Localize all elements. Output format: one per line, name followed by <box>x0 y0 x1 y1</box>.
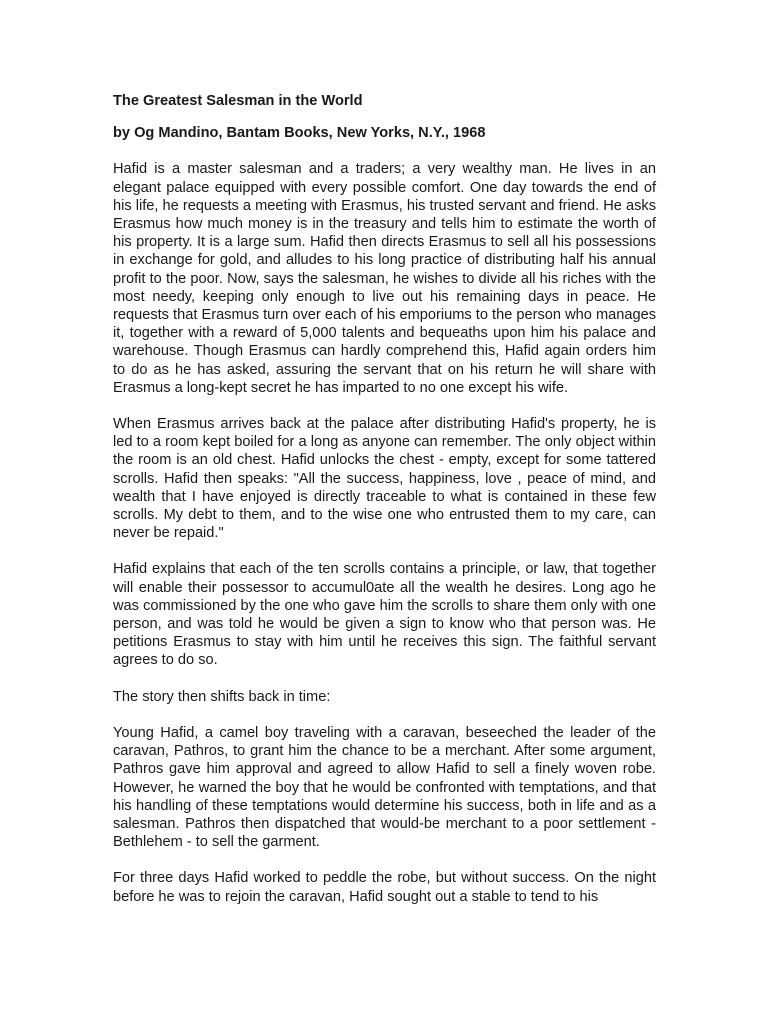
document-title: The Greatest Salesman in the World <box>113 93 363 109</box>
paragraph-6: For three days Hafid worked to peddle the robe, but without success. On the night before he was to rejoin the caravan, Hafid sought out a stable to tend to his <box>113 870 656 905</box>
paragraph-2: When Erasmus arrives back at the palace after distributing Hafid's property, he is led to a room kept boiled for a long as anyone can remember. The only object within the room is an old chest. Hafid unlocks the chest - empty, except for some tattered scrolls. Hafid then speaks: "All the success, happiness, love , peace of mind, and wealth that I have enjoyed is directly traceable to what is contained in these few scrolls. My debt to them, and to the wise one who entrusted them to my care, can never be repaid." <box>113 416 656 542</box>
paragraph-1: Hafid is a master salesman and a traders; a very wealthy man. He lives in an elegant palace equipped with every possible comfort. One day towards the end of his life, he requests a meeting with Erasmus, his trusted servant and friend. He asks Erasmus how much money is in the treasury and tells him to estimate the worth of his property. It is a large sum. Hafid then directs Erasmus to sell all his possessions in exchange for gold, and alludes to his long practice of distributing half his annual profit to the poor. Now, says the salesman, he wishes to divide all his riches with the most needy, keeping only enough to live out his remaining days in peace. He requests that Erasmus turn over each of his emporiums to the person who manages it, together with a reward of 5,000 talents and bequeaths upon him his palace and warehouse. Though Erasmus can hardly comprehend this, Hafid again orders him to do as he has asked, assuring the servant that on his return he will share with Erasmus a long-kept secret he has imparted to no one except his wife. <box>113 161 656 396</box>
paragraph-5: Young Hafid, a camel boy traveling with a caravan, beseeched the leader of the caravan, Pathros, to grant him the chance to be a merchant. After some argument, Pathros gave him approval and agreed to allow Hafid to sell a finely woven robe. However, he warned the boy that he would be confronted with temptations, and that his handling of these temptations would determine his success, both in life and as a salesman. Pathros then dispatched that would-be merchant to a poor settlement - Bethlehem - to sell the garment. <box>113 724 656 851</box>
document-byline: by Og Mandino, Bantam Books, New Yorks, N.Y., 1968 <box>113 125 486 142</box>
paragraph-4: The story then shifts back in time: <box>113 688 331 705</box>
paragraph-3: Hafid explains that each of the ten scrolls contains a principle, or law, that together will enable their possessor to accumul0ate all the wealth he desires. Long ago he was commissioned by the one who gave him the scrolls to share them only with one person, and was told he would be given a sign to know who that person was. He petitions Erasmus to stay with him until he receives this sign. The faithful servant agrees to do so. <box>113 561 656 669</box>
document-page <box>113 88 656 924</box>
